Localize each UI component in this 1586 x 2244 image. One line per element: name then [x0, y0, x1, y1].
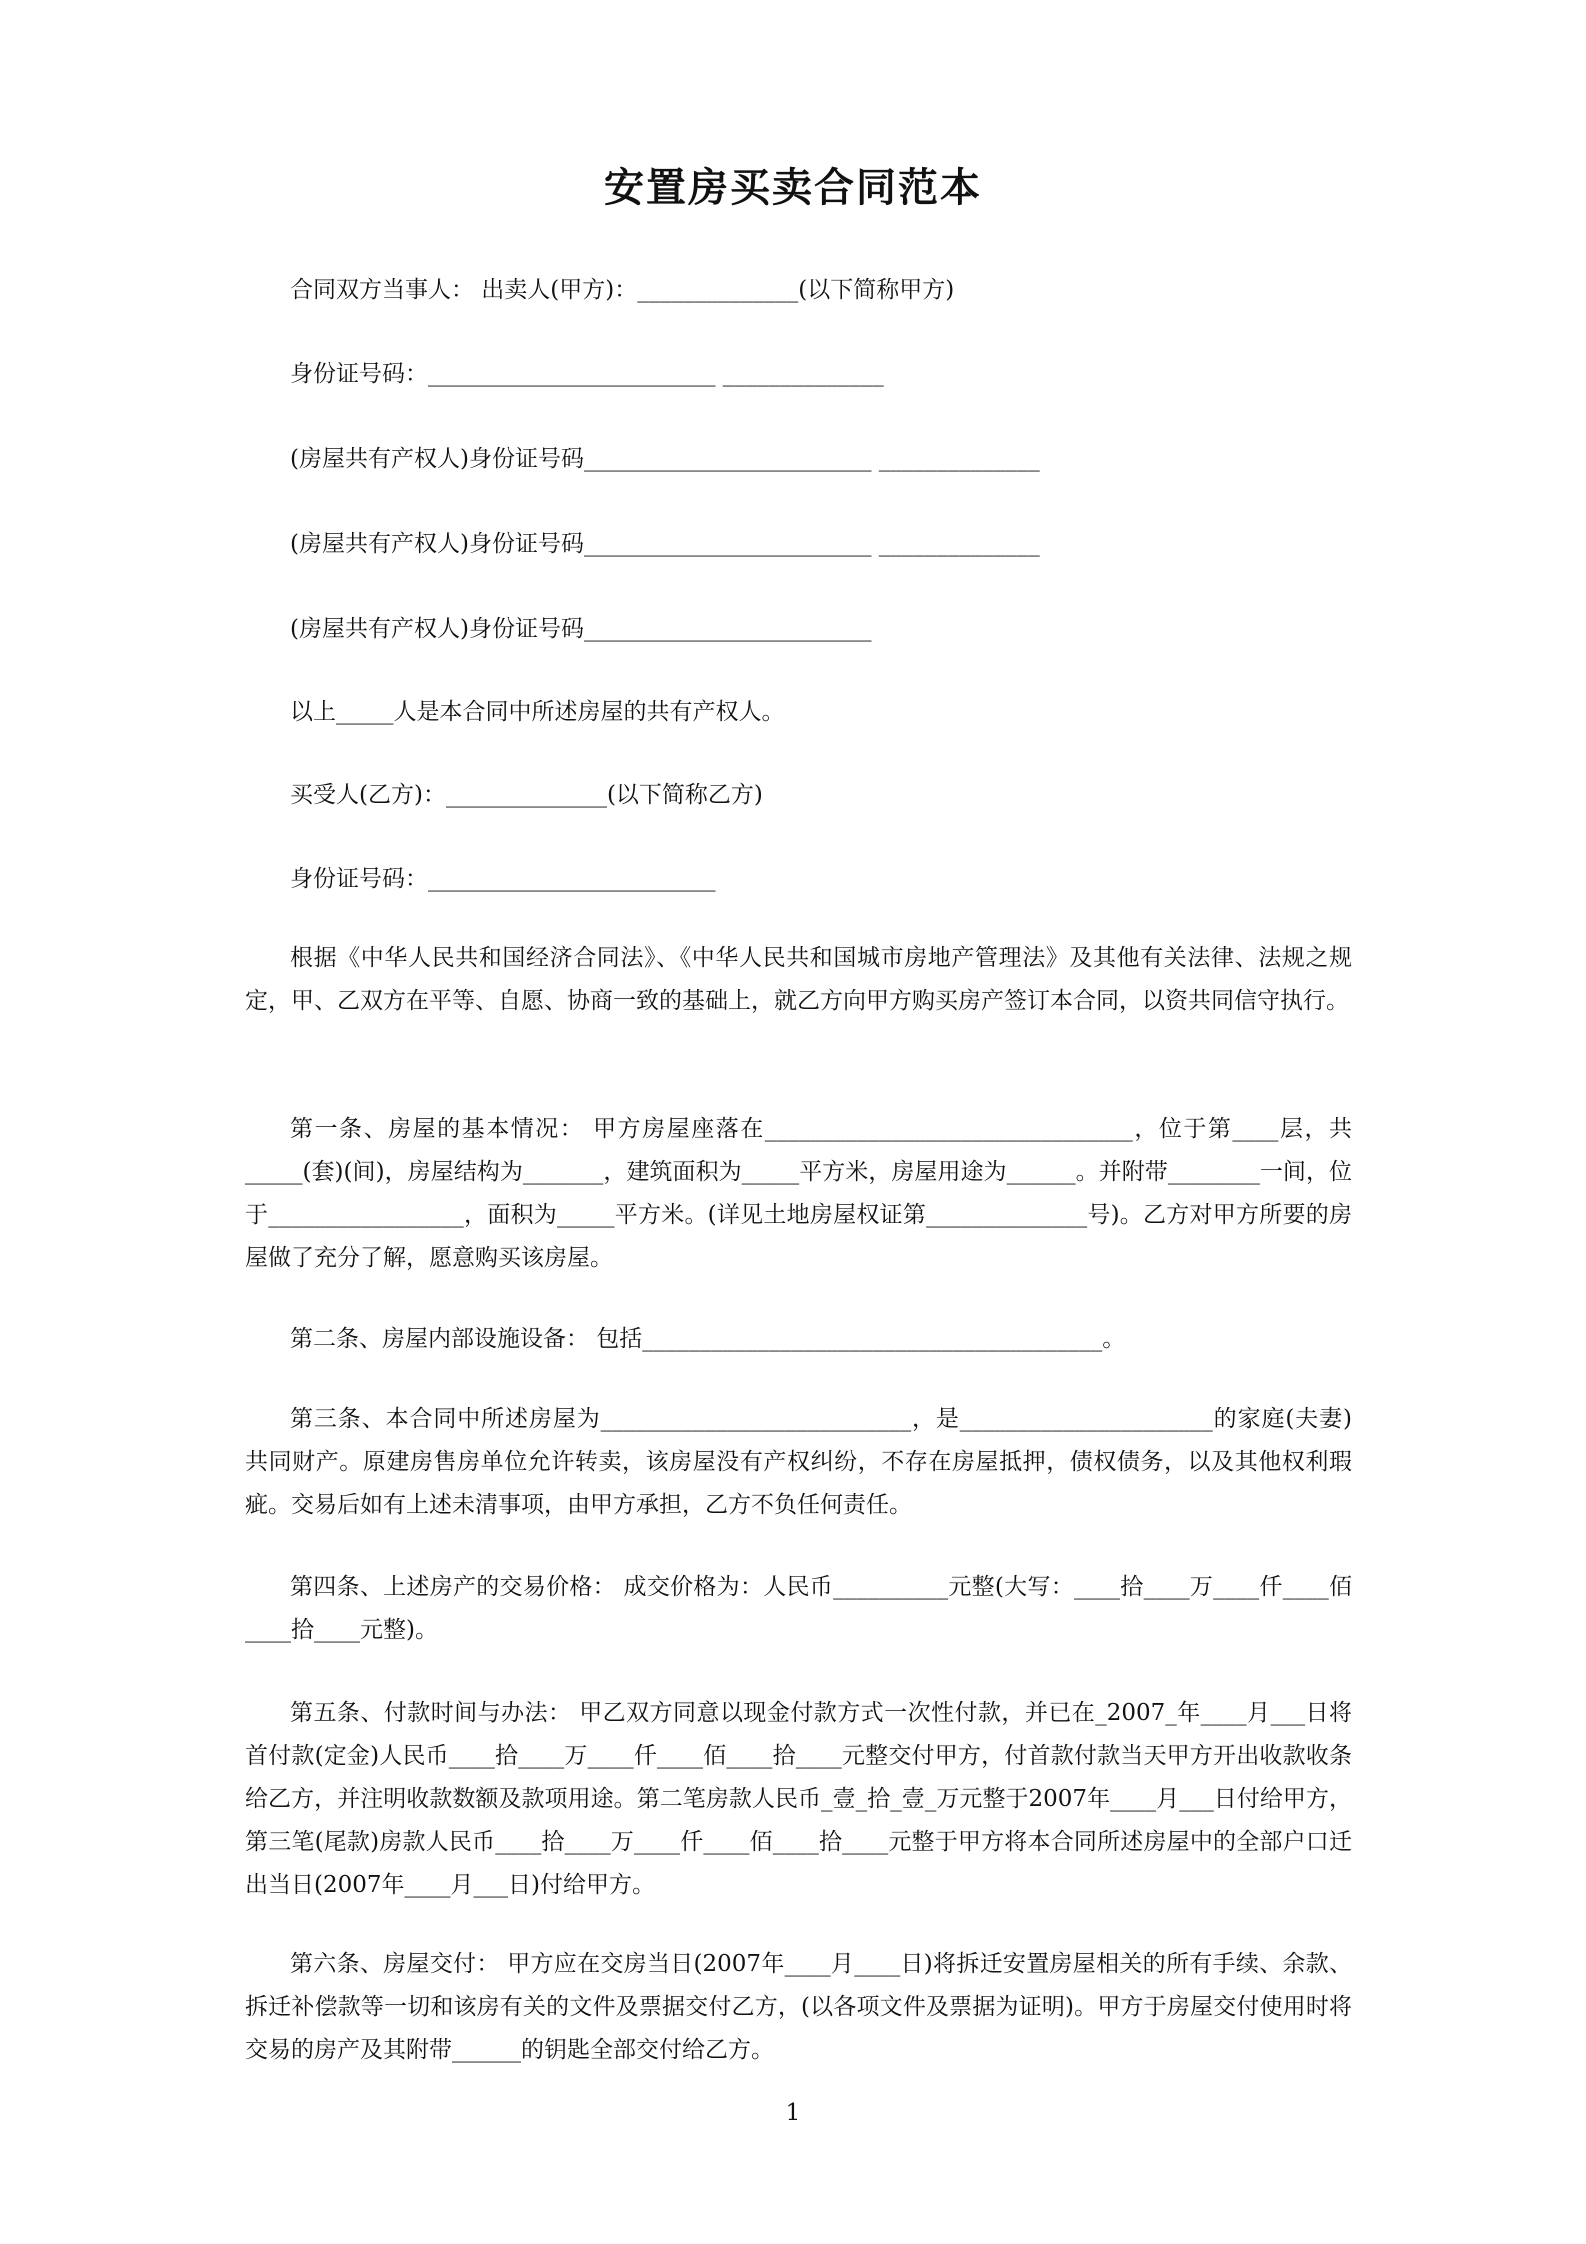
article-1-paragraph: 第一条、房屋的基本情况： 甲方房屋座落在________________________________，位于第____层，共_____(套)(间)，房屋结构为_______，建筑面积为_____平方米，房屋用途为______。并附带________一间，位于_________________，面积为_____平方米。(详见土地房屋权证第______________号)。乙方对甲方所要的房屋做了充分了解，愿意购买该房屋。 — [245, 1116, 1352, 1271]
co-owner-id-line-3: (房屋共有产权人)身份证号码_________________________ — [290, 616, 872, 642]
buyer-id-line: 身份证号码：_________________________ — [290, 866, 716, 892]
article-3-paragraph: 第三条、本合同中所述房屋为___________________________，是______________________的家庭(夫妻)共同财产。原建房售房单位允许转卖，该房屋没有产权纠纷，不存在房屋抵押，债权债务，以及其他权利瑕疵。交易后如有上述未清事项，由甲方承担，乙方不负任何责任。 — [245, 1406, 1352, 1518]
co-owner-id-line-1: (房屋共有产权人)身份证号码_________________________ ______________ — [290, 446, 1040, 472]
co-owner-id-line-2: (房屋共有产权人)身份证号码_________________________ ______________ — [290, 531, 1040, 557]
seller-id-line: 身份证号码：_________________________ ______________ — [290, 361, 884, 387]
page-number: 1 — [785, 2100, 801, 2126]
document-title: 安置房买卖合同范本 — [604, 164, 982, 211]
article-4-paragraph: 第四条、上述房产的交易价格： 成交价格为：人民币__________元整(大写：____拾____万____仟____佰____拾____元整)。 — [245, 1574, 1352, 1643]
article-2-paragraph: 第二条、房屋内部设施设备： 包括________________________________________。 — [290, 1326, 1126, 1352]
buyer-line: 买受人(乙方)：______________(以下简称乙方) — [290, 782, 763, 808]
co-owner-count-line: 以上_____人是本合同中所述房屋的共有产权人。 — [290, 699, 785, 725]
preamble-paragraph: 根据《中华人民共和国经济合同法》、《中华人民共和国城市房地产管理法》及其他有关法律、法规之规定，甲、乙双方在平等、自愿、协商一致的基础上，就乙方向甲方购买房产签订本合同，以资共同信守执行。 — [245, 945, 1352, 1014]
article-5-paragraph: 第五条、付款时间与办法： 甲乙双方同意以现金付款方式一次性付款，并已在_2007_年____月___日将首付款(定金)人民币____拾____万____仟____佰____拾____元整交付甲方，付首款付款当天甲方开出收款收条给乙方，并注明收款数额及款项用途。第二笔房款人民币_壹_拾_壹_万元整于2007年____月___日付给甲方，第三笔(尾款)房款人民币____拾____万____仟____佰____拾____元整于甲方将本合同所述房屋中的全部户口迁出当日(2007年____月___日)付给甲方。 — [245, 1700, 1352, 1898]
article-6-paragraph: 第六条、房屋交付： 甲方应在交房当日(2007年____月____日)将拆迁安置房屋相关的所有手续、余款、拆迁补偿款等一切和该房有关的文件及票据交付乙方，(以各项文件及票据为证明)。甲方于房屋交付使用时将交易的房产及其附带______的钥匙全部交付给乙方。 — [245, 1951, 1352, 2063]
seller-line: 合同双方当事人： 出卖人(甲方)：______________(以下简称甲方) — [290, 277, 955, 303]
